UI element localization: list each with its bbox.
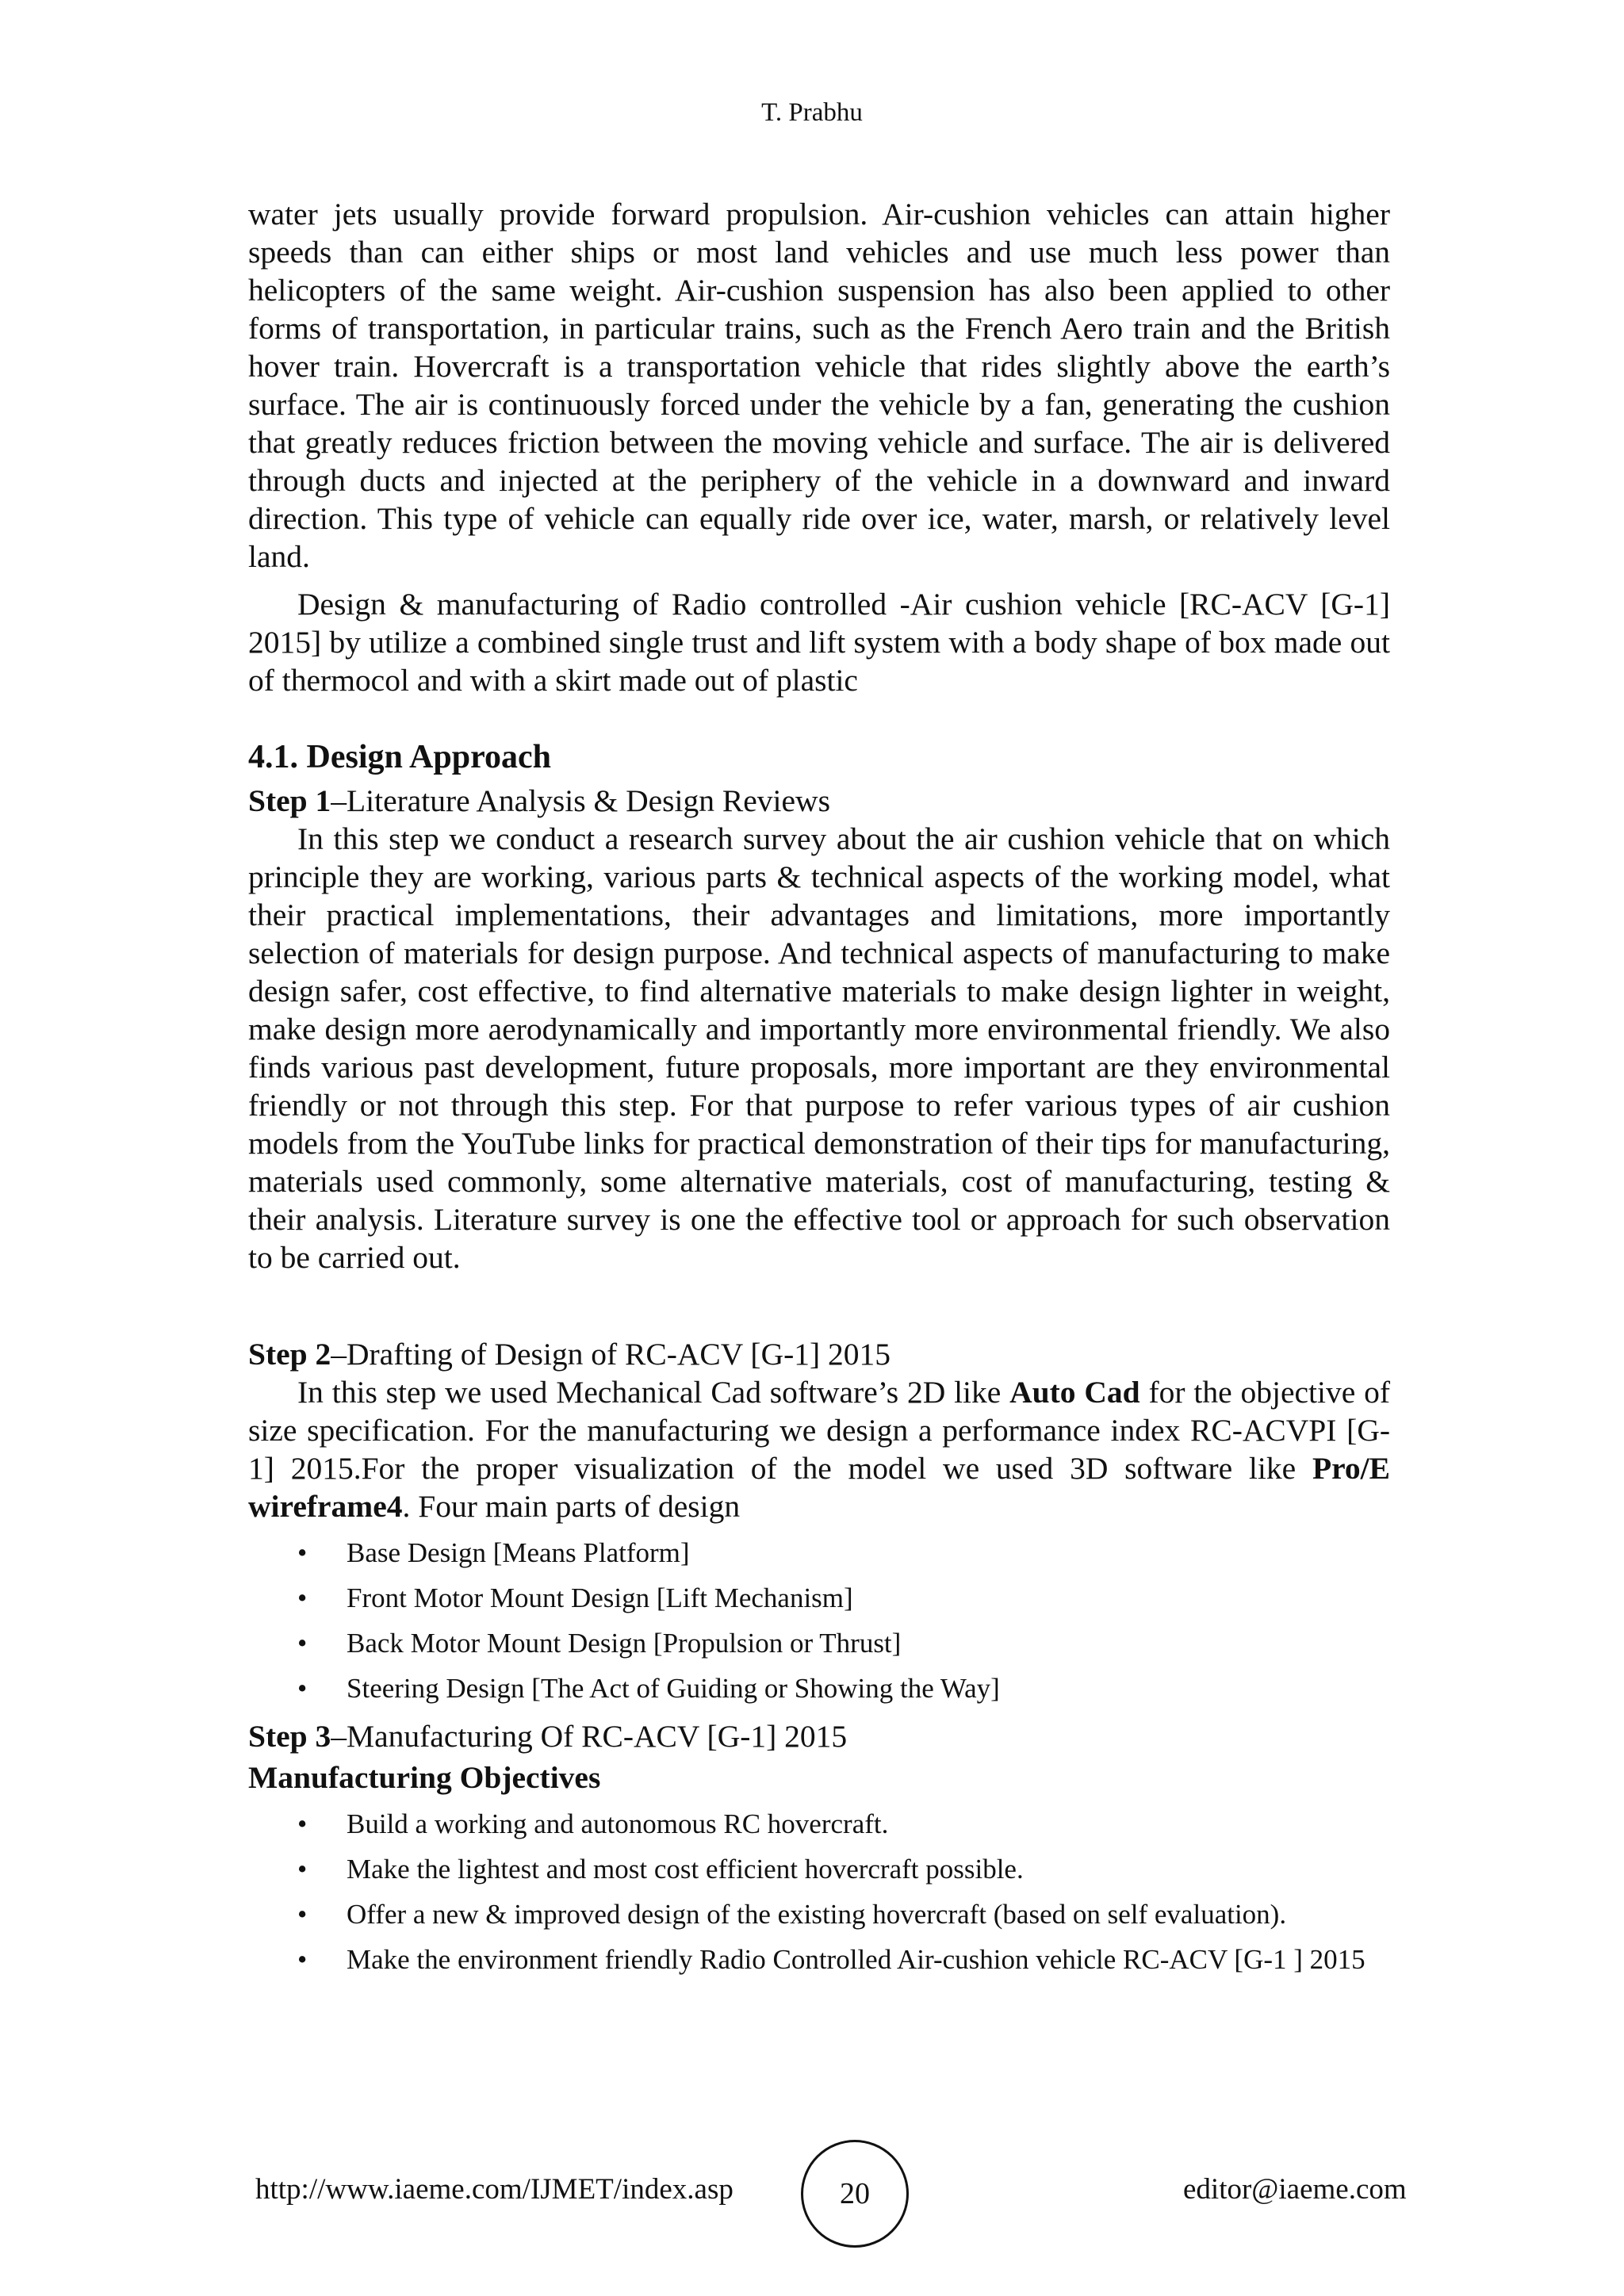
list-item-text: Make the lightest and most cost efficient hovercraft possible.	[347, 1854, 1024, 1885]
paragraph-design-summary: Design & manufacturing of Radio controlled -Air cushion vehicle [RC-ACV [G-1] 2015] by utilize a combined single trust and lift system with a body shape of box made out of thermocol and with a skirt made out of plastic	[248, 587, 1390, 698]
bullet-icon: •	[297, 1673, 308, 1704]
step1-paragraph: In this step we conduct a research survey about the air cushion vehicle that on which principle they are working, various parts & technical aspects of the working model, what their practical implementations, their advantages and limitations, more importantly selection of materials for design purpose. And technical aspects of manufacturing to make design safer, cost effective, to find alternative materials to make design lighter in weight, make design more aerodynamically and importantly more environmental friendly. We also finds various past development, future proposals, more important are they environmental friendly or not through this step. For that purpose to refer various types of air cushion models from the YouTube links for practical demonstration of their tips for manufacturing, materials used commonly, some alternative materials, cost of manufacturing, testing & their analysis. Literature survey is one the effective tool or approach for such observation to be carried out.	[248, 821, 1390, 1275]
footer-email-link[interactable]: editor@iaeme.com	[1183, 2173, 1407, 2206]
step2-bold-proe: Pro/E wireframe4	[248, 1451, 1390, 1524]
section-heading-design-approach: 4.1. Design Approach	[248, 739, 551, 775]
list-item-text: Back Motor Mount Design [Propulsion or Thrust]	[347, 1628, 902, 1659]
step3-label: Step 3	[248, 1719, 331, 1754]
step2-heading	[248, 1335, 1390, 1373]
list-item-text: Make the environment friendly Radio Controlled Air-cushion vehicle RC-ACV [G-1 ] 2015	[347, 1944, 1365, 1975]
footer-journal-link[interactable]: http://www.iaeme.com/IJMET/index.asp	[255, 2173, 733, 2206]
bullet-icon: •	[297, 1808, 308, 1839]
step2-paragraph	[248, 1373, 1390, 1525]
list-item-text: Base Design [Means Platform]	[347, 1537, 690, 1568]
step2-text-a: In this step we used Mechanical Cad software’s 2D like	[297, 1375, 1010, 1410]
bullet-icon: •	[297, 1899, 308, 1930]
step2-label: Step 2	[248, 1337, 331, 1372]
running-header-author: T. Prabhu	[761, 98, 863, 127]
list-item	[248, 1672, 1390, 1705]
step3-heading	[248, 1717, 1390, 1755]
step2-text-c: . Four main parts of design	[402, 1489, 741, 1524]
bullet-icon: •	[297, 1582, 308, 1613]
list-item-text: Build a working and autonomous RC hovercraft.	[347, 1808, 889, 1839]
list-item	[248, 1808, 1390, 1841]
list-item	[248, 1582, 1390, 1615]
design-parts-list	[248, 1536, 1390, 1705]
list-item	[248, 1943, 1390, 1976]
list-item-text: Steering Design [The Act of Guiding or Showing the Way]	[347, 1673, 1000, 1704]
list-item	[248, 1536, 1390, 1570]
step2-title: –Drafting of Design of RC-ACV [G-1] 2015	[331, 1337, 891, 1372]
article-body	[248, 195, 1390, 1988]
step2-text-b: for the objective of size specification. For the manufacturing we design a performance index RC-ACVPI [G-1] 2015.For the proper visualization of the model we used 3D software like	[248, 1375, 1390, 1486]
step2-bold-autocad: Auto Cad	[1009, 1375, 1140, 1410]
bullet-icon: •	[297, 1537, 308, 1568]
list-item	[248, 1853, 1390, 1886]
bullet-icon: •	[297, 1628, 308, 1659]
list-item	[248, 1627, 1390, 1660]
step1-title: –Literature Analysis & Design Reviews	[331, 783, 830, 818]
step1-heading	[248, 782, 1390, 820]
list-item-text: Offer a new & improved design of the existing hovercraft (based on self evaluation).	[347, 1899, 1287, 1930]
step1-label: Step 1	[248, 783, 331, 818]
manufacturing-objectives-heading: Manufacturing Objectives	[248, 1760, 601, 1795]
step3-title: –Manufacturing Of RC-ACV [G-1] 2015	[331, 1719, 848, 1754]
objectives-list	[248, 1808, 1390, 1976]
page-number-badge: 20	[801, 2140, 909, 2248]
list-item	[248, 1898, 1390, 1931]
bullet-icon: •	[297, 1854, 308, 1885]
list-item-text: Front Motor Mount Design [Lift Mechanism]	[347, 1582, 853, 1613]
paragraph-hovercraft-intro: water jets usually provide forward propulsion. Air-cushion vehicles can attain higher speeds than can either ships or most land vehicles and use much less power than helicopters of the same weight. Air-cushion suspension has also been applied to other forms of transportation, in particular trains, such as the French Aero train and the British hover train. Hovercraft is a transportation vehicle that rides slightly above the earth’s surface. The air is continuously forced under the vehicle by a fan, generating the cushion that greatly reduces friction between the moving vehicle and surface. The air is delivered through ducts and injected at the periphery of the vehicle in a downward and inward direction. This type of vehicle can equally ride over ice, water, marsh, or relatively level land.	[248, 197, 1390, 574]
bullet-icon: •	[297, 1944, 308, 1975]
